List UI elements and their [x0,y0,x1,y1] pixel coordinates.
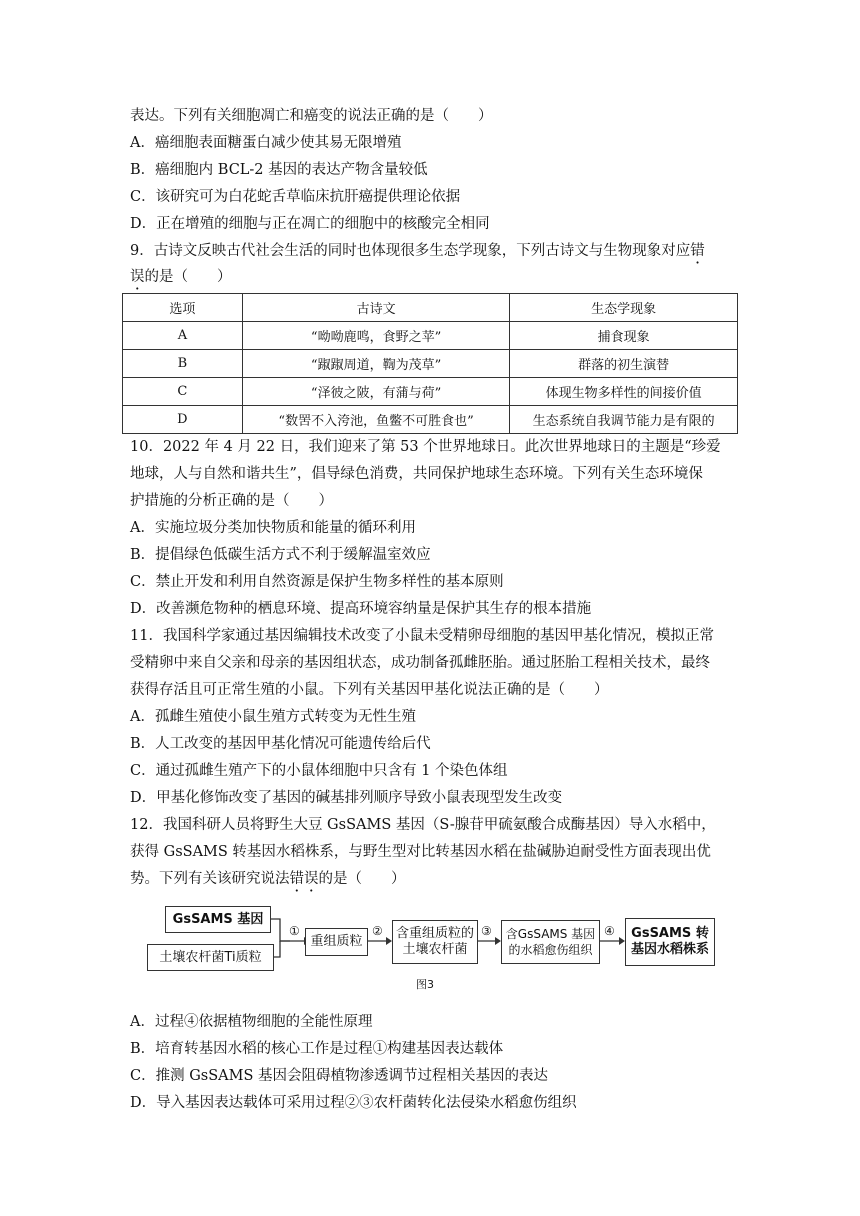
q8-option-b: B．癌细胞内 BCL-2 基因的表达产物含量较低 [130,162,428,178]
q8-option-c: C．该研究可为白花蛇舌草临床抗肝癌提供理论依据 [130,189,461,205]
q10-option-c: C．禁止开发和利用自然资源是保护生物多样性的基本原则 [130,574,504,590]
q12-option-a: A．过程④依据植物细胞的全能性原理 [130,1014,373,1030]
q11-option-d: D．甲基化修饰改变了基因的碱基排列顺序导致小鼠表现型发生改变 [130,790,563,806]
q12-stem-line1: 12．我国科研人员将野生大豆 GsSAMS 基因（S-腺苷甲硫氨酸合成酶基因）导入水稻中， [130,817,716,833]
table-cell: “踧踧周道，鞫为茂草” [242,350,510,378]
box-rice-callus: 含GsSAMS 基因 的水稻愈伤组织 [501,920,600,964]
q12-stem-line3: 势。下列有关该研究说法错误的是（ ） [130,871,406,887]
step-2-label: ② [372,924,383,938]
table-cell: 捕食现象 [510,322,738,350]
q9-stem-line1: 9．古诗文反映古代社会生活的同时也体现很多生态学现象，下列古诗文与生物现象对应错 [130,243,705,259]
emphasis-dot-char: 误 [130,269,145,285]
q9-stem-line2: 误的是（ ） [130,269,232,285]
step-1-label: ① [289,924,300,938]
q11-option-a: A．孤雌生殖使小鼠生殖方式转变为无性生殖 [130,709,416,725]
table-cell: “数罟不入洿池，鱼鳖不可胜食也” [242,406,510,434]
table-cell: A [123,322,243,350]
step-3-label: ③ [481,924,492,938]
table-cell: C [123,378,243,406]
figure-caption: 图3 [416,978,434,991]
q11-stem-line2: 受精卵中来自父亲和母亲的基因组状态，成功制备孤雌胚胎。通过胚胎工程相关技术，最终 [130,655,710,671]
table-header: 选项 [123,294,243,322]
q11-option-b: B．人工改变的基因甲基化情况可能遗传给后代 [130,736,431,752]
table-cell: B [123,350,243,378]
q12-stem-line2: 获得 GsSAMS 转基因水稻株系，与野生型对比转基因水稻在盐碱胁迫耐受性方面表现出优 [130,844,711,860]
table-cell: “呦呦鹿鸣，食野之苹” [242,322,510,350]
table-cell: D [123,406,243,434]
box-agrobacterium: 含重组质粒的 土壤农杆菌 [392,920,478,964]
q8-option-d: D．正在增殖的细胞与正在凋亡的细胞中的核酸完全相同 [130,216,490,232]
emphasis-dot-char: 错 [690,243,705,259]
q12-option-c: C．推测 GsSAMS 基因会阻碍植物渗透调节过程相关基因的表达 [130,1068,549,1084]
emphasis-dot-char: 误 [304,871,319,887]
q11-stem-line1: 11．我国科学家通过基因编辑技术改变了小鼠未受精卵母细胞的基因甲基化情况，模拟正常 [130,628,714,644]
q10-stem-line1: 10．2022 年 4 月 22 日，我们迎来了第 53 个世界地球日。此次世界地球日的主题是“珍爱 [130,439,721,455]
step-4-label: ④ [604,924,615,938]
box-ti-plasmid: 土壤农杆菌Ti质粒 [147,944,274,971]
q11-option-c: C．通过孤雌生殖产下的小鼠体细胞中只含有 1 个染色体组 [130,763,508,779]
table-cell: 体现生物多样性的间接价值 [510,378,738,406]
box-transgenic-rice-line: GsSAMS 转 基因水稻株系 [625,918,715,966]
q10-option-a: A．实施垃圾分类加快物质和能量的循环利用 [130,520,416,536]
table-cell: 生态系统自我调节能力是有限的 [510,406,738,434]
q10-stem-line3: 护措施的分析正确的是（ ） [130,493,333,509]
q10-option-b: B．提倡绿色低碳生活方式不利于缓解温室效应 [130,547,431,563]
q10-option-d: D．改善濒危物种的栖息环境、提高环境容纳量是保护其生存的根本措施 [130,601,592,617]
q8-stem: 表达。下列有关细胞凋亡和癌变的说法正确的是（ ） [130,108,493,124]
table-cell: “泽彼之陂，有蒲与荷” [242,378,510,406]
q12-option-b: B．培育转基因水稻的核心工作是过程①构建基因表达载体 [130,1041,504,1057]
table-header: 生态学现象 [510,294,738,322]
box-gssams-gene: GsSAMS 基因 [165,906,271,933]
q8-option-a: A．癌细胞表面糖蛋白减少使其易无限增殖 [130,135,402,151]
table-header: 古诗文 [242,294,510,322]
q11-stem-line3: 获得存活且可正常生殖的小鼠。下列有关基因甲基化说法正确的是（ ） [130,682,609,698]
q12-option-d: D．导入基因表达载体可采用过程②③农杆菌转化法侵染水稻愈伤组织 [130,1095,577,1111]
box-recombinant-plasmid: 重组质粒 [305,928,368,956]
table-cell: 群落的初生演替 [510,350,738,378]
q10-stem-line2: 地球，人与自然和谐共生”，倡导绿色消费，共同保护地球生态环境。下列有关生态环境保 [130,466,703,482]
emphasis-dot-char: 错 [289,871,304,887]
